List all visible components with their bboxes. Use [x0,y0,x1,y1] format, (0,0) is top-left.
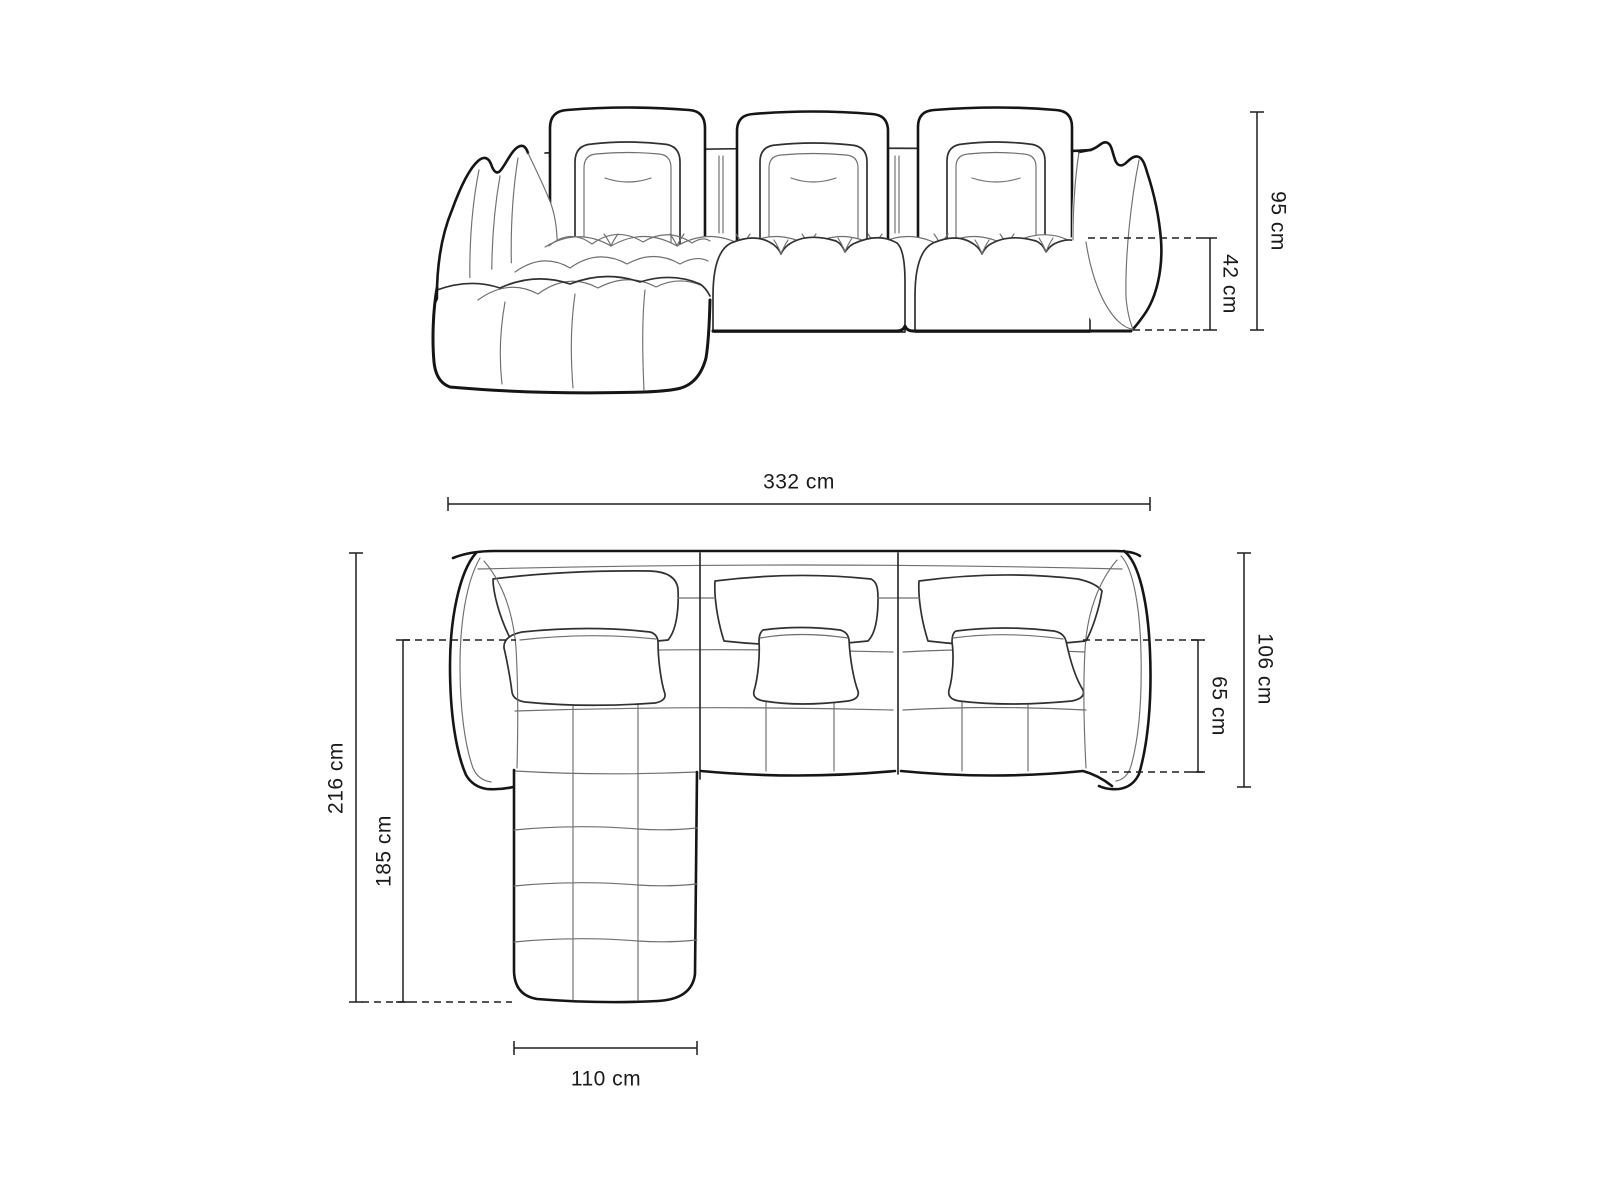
pillow-3 [947,142,1045,252]
dim-total-height [1250,112,1290,330]
dim-chaise-length [373,640,411,1002]
dim-line-total-height [1250,112,1264,330]
dim-total-depth [1237,553,1277,787]
right-armrest-body [1072,142,1161,330]
dim-line-chaise-width [514,1041,697,1055]
top-plan-view [325,471,1277,1091]
dim-line-total-width [448,497,1150,511]
dim-seat-height [1203,238,1242,330]
dim-label-chaise-width: 110 cm [570,1067,642,1091]
dim-total-width [448,471,1150,512]
plan-pillow-1 [504,629,665,706]
front-elevation-view [433,108,1290,397]
dim-label-seat-depth: 65 cm [1207,676,1231,736]
plan-pillow-2 [754,628,859,705]
dim-line-seat-depth [1191,640,1205,772]
right-frame-step [1072,150,1091,151]
dim-label-chaise-length: 185 cm [372,815,396,887]
dim-chaise-width [514,1041,697,1091]
dim-line-total-depth-with-chaise [349,553,363,1002]
dim-total-depth-with-chaise [325,553,364,1002]
seat-block-right [915,238,1090,332]
dim-label-total-depth-with-chaise: 216 cm [324,742,348,814]
dim-label-total-height: 95 cm [1266,191,1290,251]
dim-line-seat-height [1203,238,1217,330]
pillow-2 [760,143,867,252]
dim-line-total-depth [1237,553,1251,787]
seat-block-middle [713,237,905,332]
dim-label-total-width: 332 cm [763,470,835,494]
dim-seat-depth [1191,640,1231,772]
dim-label-total-depth: 106 cm [1253,633,1277,705]
dim-label-seat-height: 42 cm [1218,254,1242,314]
dim-line-chaise-length [396,640,410,1002]
